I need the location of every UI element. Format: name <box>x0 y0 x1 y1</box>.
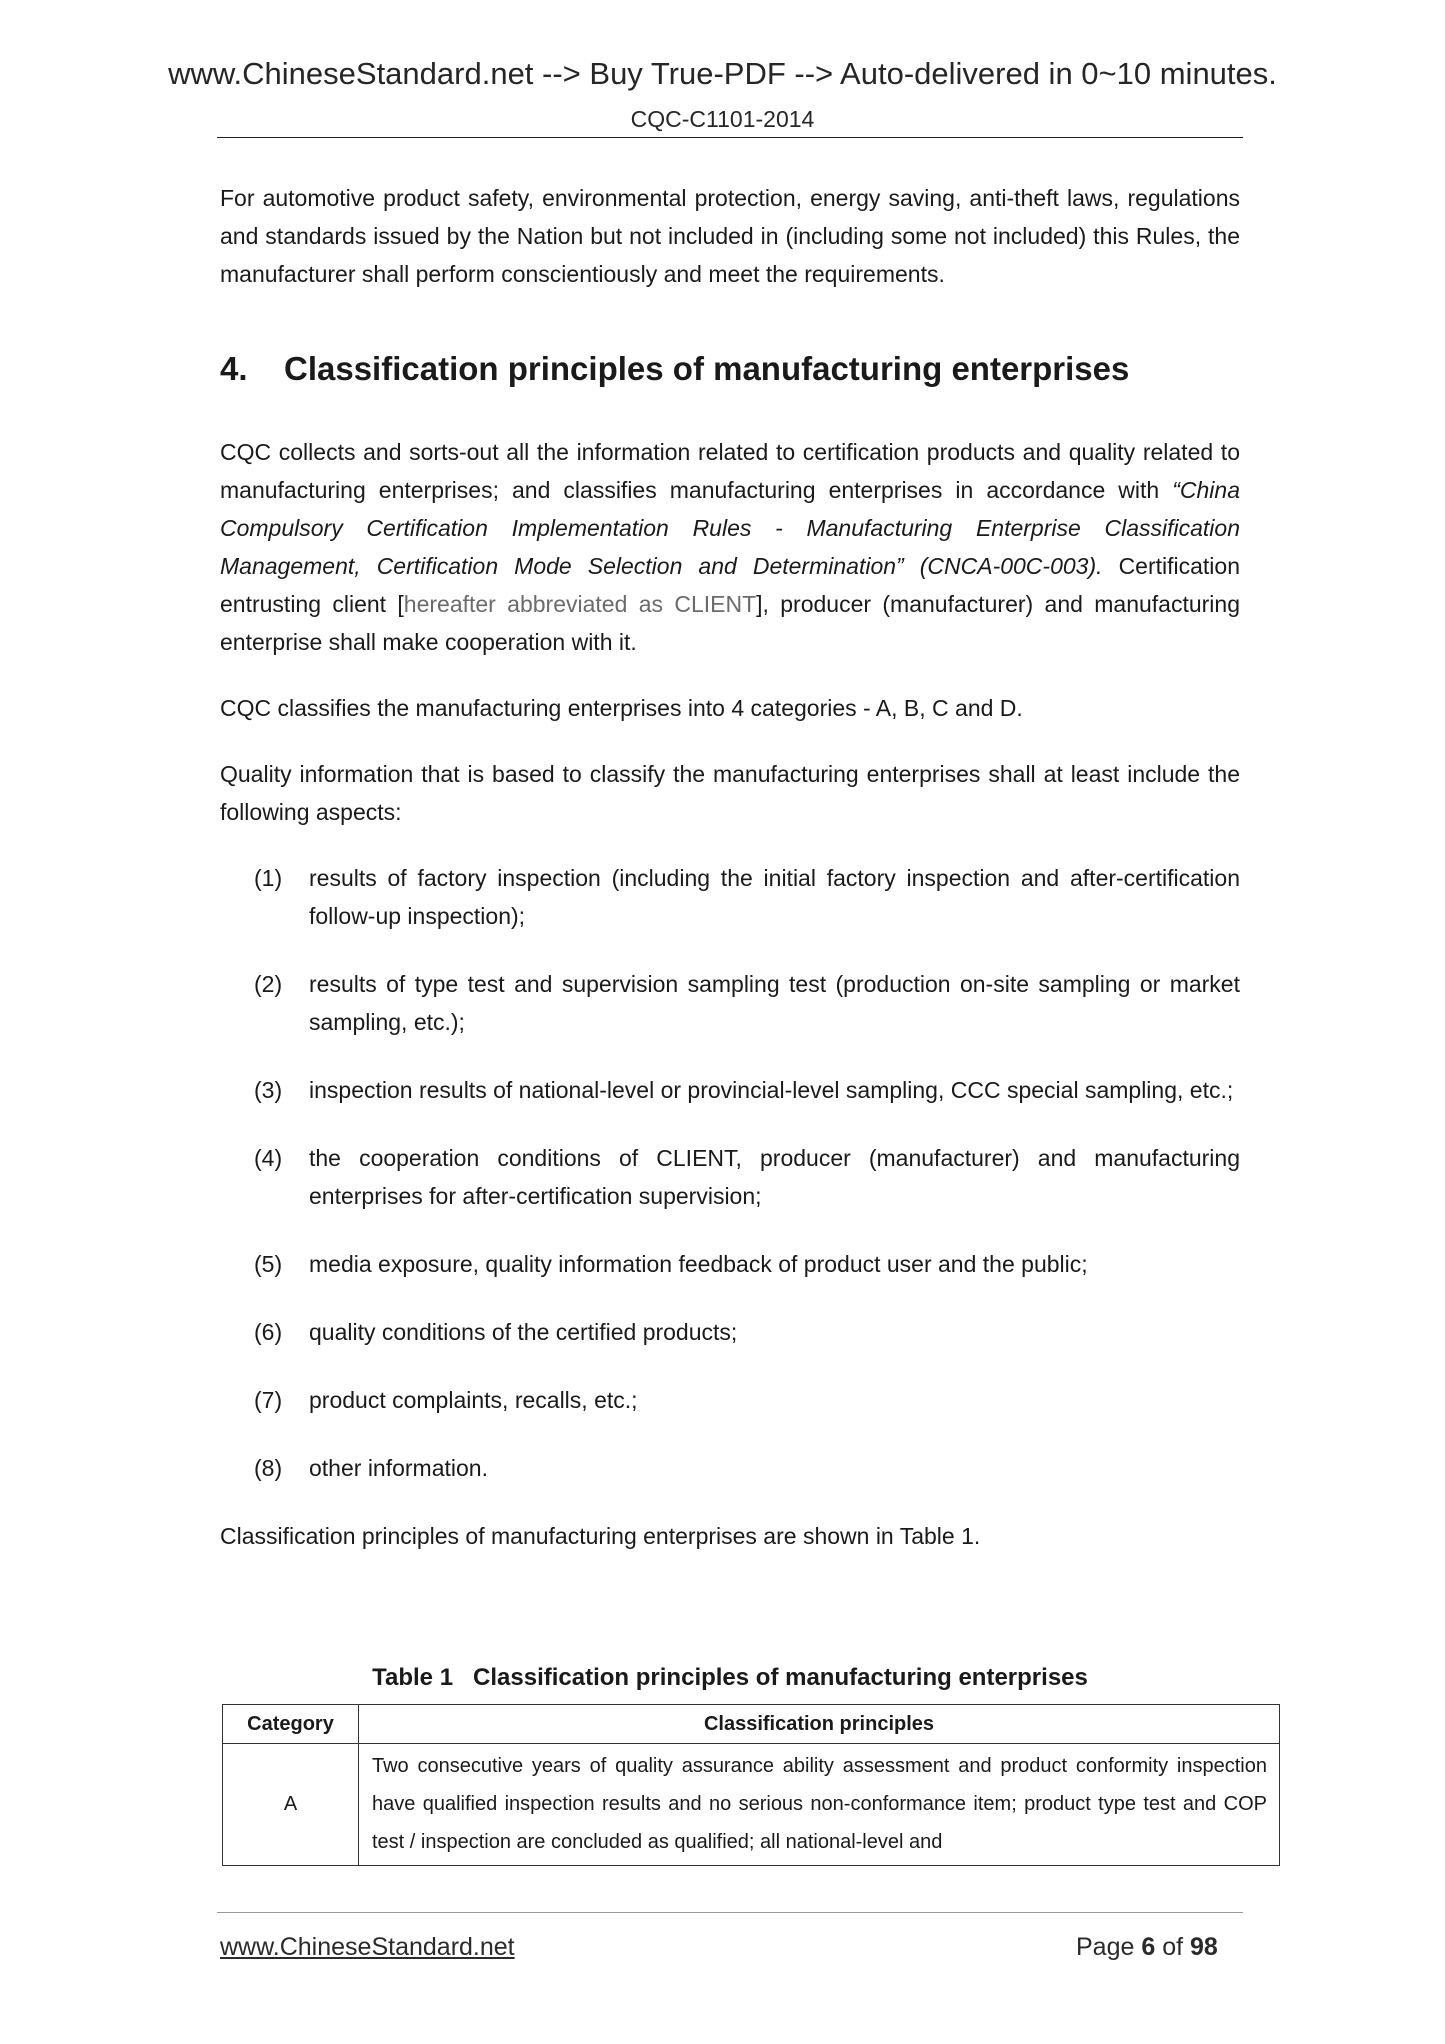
section-heading <box>220 348 1240 390</box>
table-caption <box>220 1663 1240 1693</box>
list-item: (1) results of factory inspection (including the initial factory inspection and after-certification follow-up inspection); <box>254 865 1240 929</box>
list-item: (5) media exposure, quality information feedback of product user and the public; <box>254 1251 1088 1277</box>
principles-cell: Two consecutive years of quality assurance ability assessment and product conformity inspection have qualified inspection results and no serious non-conformance item; product type test and COP test / inspection are concluded as qualified; all national-level and <box>359 1744 1280 1866</box>
table-title: Classification principles of manufacturing enterprises <box>473 1664 1088 1691</box>
section-title: Classification principles of manufacturing enterprises <box>284 350 1130 387</box>
list-item: (7) product complaints, recalls, etc.; <box>254 1387 638 1413</box>
page-content <box>220 179 1240 1555</box>
page-indicator: Page 6 of 98 <box>1076 1933 1218 1961</box>
list-item: (2) results of type test and supervision sampling test (production on-site sampling or market sampling, etc.); <box>254 971 1240 1035</box>
intro-paragraph: For automotive product safety, environmental protection, energy saving, anti-theft laws, regulations and standards issued by the Nation but not included in (including some not included) this Rules, the manufacturer shall perform conscientiously and meet the requirements. <box>220 185 1240 287</box>
classification-paragraph: CQC collects and sorts-out all the information related to certification products and quality related to manufacturing enterprises; and classifies manufacturing enterprises in accordance with “China Compulsory Certification Implementation Rules - Manufacturing Enterprise Classification Management, Certification Mode Selection and Determination” (CNCA-00C-003). Certification entrusting client [hereafter abbreviated as CLIENT], producer (manufacturer) and manufacturing enterprise shall make cooperation with it. <box>220 439 1241 655</box>
site-banner: www.ChineseStandard.net --> Buy True-PDF --> Auto-delivered in 0~10 minutes. <box>168 56 1277 91</box>
cnca-reference: “China Compulsory Certification Implementation Rules - Manufacturing Enterprise Classification Management, Certification Mode Selection and Determination” (CNCA-00C-003). <box>220 477 1240 579</box>
footer-rule <box>217 1912 1243 1913</box>
client-abbreviation: hereafter abbreviated as CLIENT <box>403 591 757 617</box>
table-row <box>223 1744 1280 1866</box>
section-number: 4. <box>220 350 248 387</box>
principles-header: Classification principles <box>359 1705 1280 1744</box>
table-reference-paragraph: Classification principles of manufacturing enterprises are shown in Table 1. <box>220 1523 981 1549</box>
table-number: Table 1 <box>372 1664 454 1691</box>
aspects-list <box>220 859 1240 1487</box>
category-cell: A <box>223 1744 359 1866</box>
document-code: CQC-C1101-2014 <box>630 106 815 132</box>
table-header-row <box>223 1705 1280 1744</box>
list-item: (3) inspection results of national-level or provincial-level sampling, CCC special sampling, etc.; <box>254 1077 1234 1103</box>
list-item: (8) other information. <box>254 1455 488 1481</box>
aspects-paragraph: Quality information that is based to classify the manufacturing enterprises shall at least include the following aspects: <box>220 761 1240 825</box>
list-item: (6) quality conditions of the certified products; <box>254 1319 738 1345</box>
classification-table <box>222 1704 1280 1866</box>
header-rule <box>217 137 1243 138</box>
list-item: (4) the cooperation conditions of CLIENT, producer (manufacturer) and manufacturing enterprises for after-certification supervision; <box>254 1145 1240 1209</box>
category-header: Category <box>223 1705 359 1744</box>
total-pages: 98 <box>1190 1933 1218 1961</box>
current-page: 6 <box>1141 1933 1156 1961</box>
footer-site-link[interactable]: www.ChineseStandard.net <box>220 1933 515 1961</box>
categories-paragraph: CQC classifies the manufacturing enterprises into 4 categories - A, B, C and D. <box>220 695 1023 721</box>
